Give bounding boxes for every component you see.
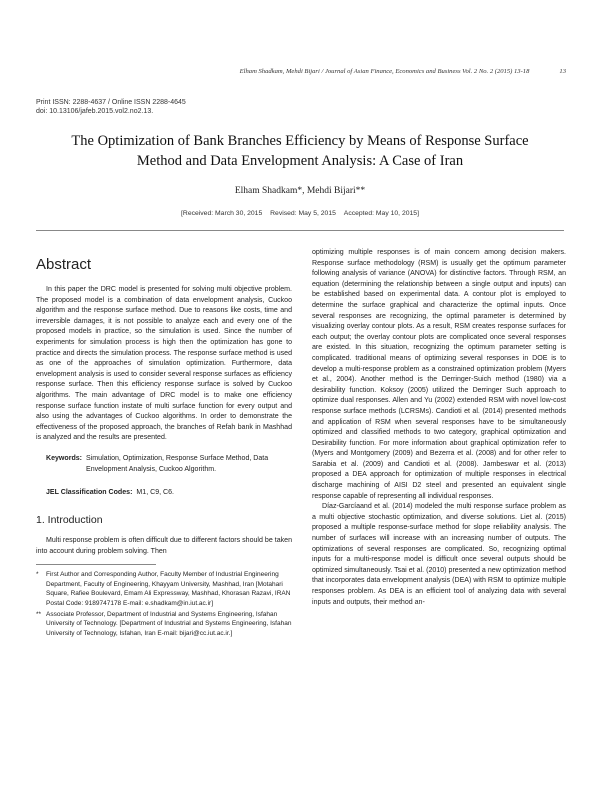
received-date: [Received: March 30, 2015 <box>181 210 263 217</box>
keywords-label: Keywords: <box>46 454 83 462</box>
doi-line: doi: 10.13106/jafeb.2015.vol2.no2.13. <box>36 108 154 115</box>
footnote-divider <box>36 564 156 565</box>
header-divider <box>36 230 564 231</box>
running-head <box>36 68 566 75</box>
right-paragraph-1: optimizing multiple responses is of main concern among decision makers. Response surface methodology (RSM) is usually get the optimum parameter following analysis of variance (ANOVA) for distinctive factors. Through RSM, an equation (determining the relationship between a single output and inputs) can be established based on experimental data. A contour plot is employed to determine the surface graphical and characterize the optimal inputs. Once several responses are recognizing, the optimal parameter is determined by visualizing overlay contour plots. As a result, RSM creates response surfaces for each output; the overlay contour plots are complicated once several responses are existed. In this situation, recognizing the optimum parameter setting is complicated. traditional means of optimizing several responses in DOE is to develop a multi-response problem as a constrained optimization problem (Myers et al., 2004). Another method is the Derringer-Suich method (1980) via a desirability function. Koksoy (2005) utilized the Derringer Such approach to optimize dual responses. Allen and Yu (2002) extended RSM with novel low-cost response surface methods (LCRSMs). Candioti et al. (2014) presented methods and application of RSM when several responses have to be simultaneously optimized and classified methods to two category, graphical optimization and Desirability function. For more information about graphical optimization refer to (Myers and Montgomery (2009) and Bezerra et al. (2008) and for other refer to Sarabia et al. (2009) and Candioti et al. (2008). Jambeswar et al. (2013) proposed a DEA approach for optimization of multiple responses in electrical discharge machining of AISI D2 steel and presented an equivalent single response capable of representing all individual responses. <box>312 249 566 500</box>
jel-code-list: M1, C9, C6. <box>136 489 175 497</box>
abstract-heading: Abstract <box>36 256 92 273</box>
jel-codes <box>36 489 292 496</box>
page-number: 13 <box>559 68 566 75</box>
paper-title <box>36 131 564 171</box>
footnote-mark: * <box>36 571 39 579</box>
keywords <box>36 454 292 475</box>
submission-dates <box>36 210 564 217</box>
footnote-text: Associate Professor, Department of Industrial and Systems Engineering, Isfahan University of Technology. [Department of Industrial and Systems Engineering, Isfahan University of Technology, Isfahan, Iran E-mail: bijari@cc.iut.ac.ir.] <box>46 610 292 637</box>
author-list: Elham Shadkam*, Mehdi Bijari** <box>234 186 366 196</box>
left-column <box>36 246 292 639</box>
right-column <box>312 248 566 608</box>
introduction-text: Multi response problem is often difficult due to different factors should be taken into account during problem solving. Then <box>36 537 292 555</box>
accepted-date: Accepted: May 10, 2015] <box>343 210 419 217</box>
abstract-text: In this paper the DRC model is presented for solving multi objective problem. The proposed model is a combination of data envelopment analysis, Cuckoo algorithm and the response surface method. Due to reasons like costs, time and irreversible damages, it is not possible to analyze each and every one of the proposed models in practice, so the simulation is used. Since the number of experiments for simulation process is high then the optimization has gone to practice and directs the simulation process. The response surface method is used as one of the approaches of simulation optimization. Furthermore, data envelopment analysis is used to consider several response surfaces as efficiency response surface. Then this efficiency response surface is solved by Cuckoo algorithms. The main advantage of DRC model is to make one efficiency response surface function instate of multi surface function for every output and also using the advantages of Cuckoo algorithms. In order to demonstrate the effectiveness of the proposed approach, the branches of Refah bank in Mashhad is analyzed and the results are presented. <box>36 286 292 442</box>
right-paragraph-2: Díaz-Garcíaand et al. (2014) modeled the multi response surface problem as a multi objective stochastic optimization, and diverse solutions. Liet al. (2015) proposed a multiple response-surface method for slope reliability analysis. The number of surfaces will increase with an increasing number of outputs. The optimizations of several responses are complicated. So, recognizing optimal inputs for a multi-response model is difficult once several outputs should be optimized simultaneously. Tsai et al. (2010) presented a new optimization method that incorporates data envelopment analysis (DEA) with RSM to optimize multiple responses problem. As DEA is an efficient tool of analyzing data with several inputs and outputs, their method an- <box>312 503 566 606</box>
revised-date: Revised: May 5, 2015 <box>270 210 336 217</box>
jel-label: JEL Classification Codes: <box>46 489 133 497</box>
running-head-text: Elham Shadkam, Mehdi Bijari / Journal of Asian Finance, Economics and Business Vol. 2 No. 2 (2015) 13-18 <box>239 68 530 75</box>
issn-block <box>36 98 186 116</box>
footnote-mark: ** <box>36 610 42 618</box>
title-line-2: Method and Data Envelopment Analysis: A Case of Iran <box>136 153 464 169</box>
footnote-text: First Author and Corresponding Author, Faculty Member of Industrial Engineering Department, Faculty of Engineering, Khayyam University, Mashhad, Iran [Motahari Square, Rafiee Boulevard, Emam Ali Expressway, Mashhad, Khorasan Razavi, IRAN Postal Code: 9189747178 E-mail: e.shadkam@in.iut.ac.ir] <box>46 571 291 608</box>
footnote-first-author <box>36 570 292 608</box>
issn-line: Print ISSN: 2288-4637 / Online ISSN 2288-4645 <box>36 99 186 106</box>
introduction-heading: 1. Introduction <box>36 514 103 527</box>
title-line-1: The Optimization of Bank Branches Efficiency by Means of Response Surface <box>71 133 529 149</box>
keywords-text: Simulation, Optimization, Response Surface Method, Data Envelopment Analysis, Cuckoo Algorithm. <box>86 454 269 473</box>
footnote-second-author <box>36 610 292 639</box>
